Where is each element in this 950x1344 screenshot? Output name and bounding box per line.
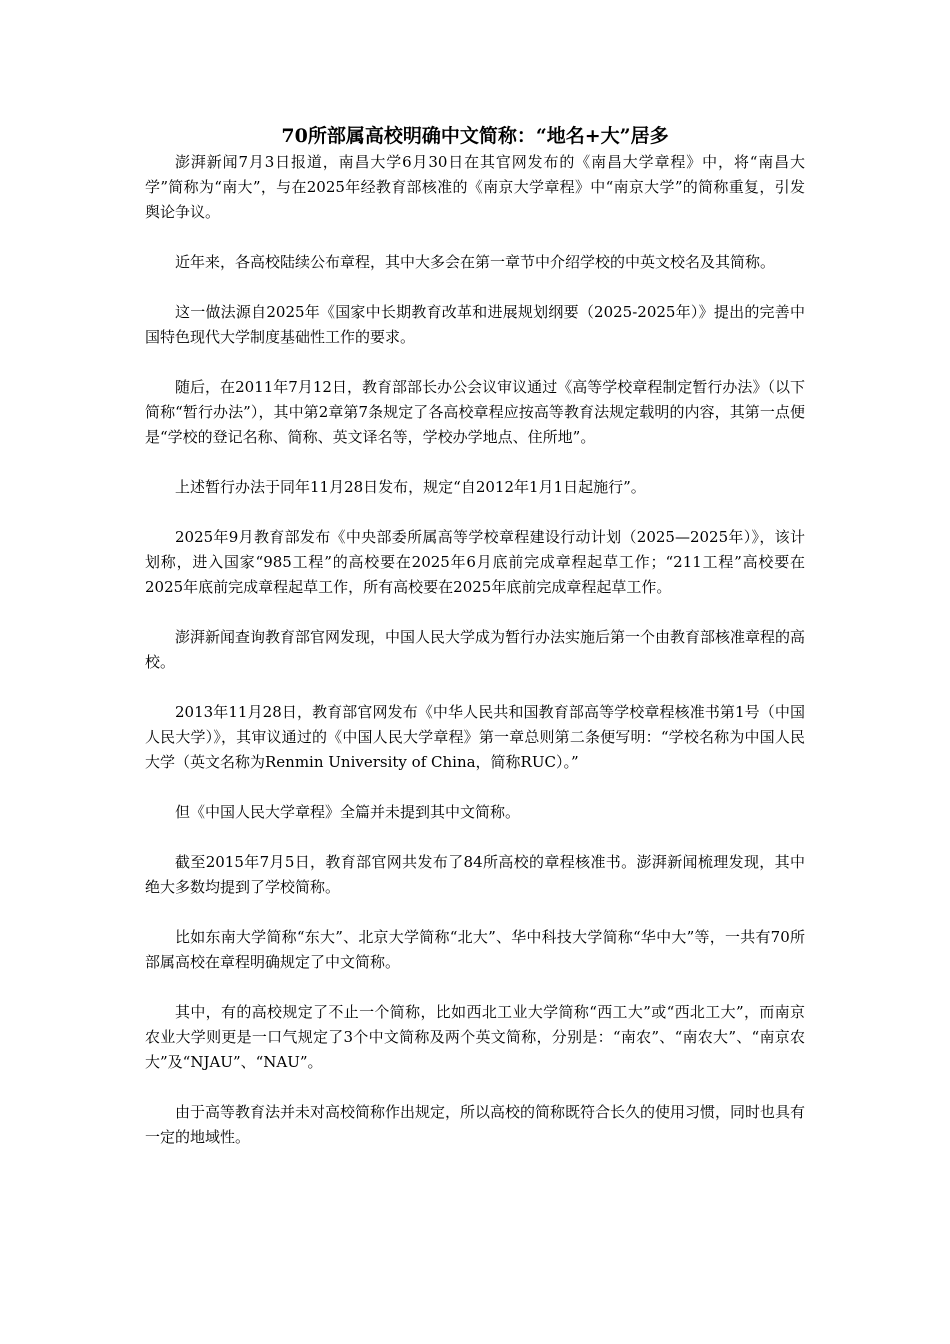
paragraph: 这一做法源自2025年《国家中长期教育改革和进展规划纲要（2025-2025年）》提出的完善中国特色现代大学制度基础性工作的要求。 <box>145 303 805 346</box>
paragraph: 其中，有的高校规定了不止一个简称，比如西北工业大学简称“西工大”或“西北工大”，而南京农业大学则更是一口气规定了3个中文简称及两个英文简称，分别是：“南农”、“南农大”、“南京农大”及“NJAU”、“NAU”。 <box>145 1003 805 1071</box>
paragraph: 随后，在2011年7月12日，教育部部长办公会议审议通过《高等学校章程制定暂行办法》（以下简称“暂行办法”），其中第2章第7条规定了各高校章程应按高等教育法规定载明的内容，其第一点便是“学校的登记名称、简称、英文译名等，学校办学地点、住所地”。 <box>145 378 805 446</box>
paragraph: 截至2015年7月5日，教育部官网共发布了84所高校的章程核准书。澎湃新闻梳理发现，其中绝大多数均提到了学校简称。 <box>145 853 805 896</box>
article-title: 70所部属高校明确中文简称：“地名+大”居多 <box>281 125 669 147</box>
paragraph: 近年来，各高校陆续公布章程，其中大多会在第一章节中介绍学校的中英文校名及其简称。 <box>175 253 776 271</box>
paragraph: 由于高等教育法并未对高校简称作出规定，所以高校的简称既符合长久的使用习惯，同时也具有一定的地域性。 <box>145 1103 806 1146</box>
article-body <box>145 150 805 1175</box>
paragraph: 但《中国人民大学章程》全篇并未提到其中文简称。 <box>175 803 521 821</box>
paragraph: 比如东南大学简称“东大”、北京大学简称“北大”、华中科技大学简称“华中大”等，一共有70所部属高校在章程明确规定了中文简称。 <box>145 928 805 971</box>
paragraph: 澎湃新闻7月3日报道，南昌大学6月30日在其官网发布的《南昌大学章程》中，将“南昌大学”简称为“南大”，与在2025年经教育部核准的《南京大学章程》中“南京大学”的简称重复，引发舆论争议。 <box>145 153 805 221</box>
paragraph: 上述暂行办法于同年11月28日发布，规定“自2012年1月1日起施行”。 <box>175 478 646 496</box>
paragraph: 澎湃新闻查询教育部官网发现，中国人民大学成为暂行办法实施后第一个由教育部核准章程的高校。 <box>145 628 806 671</box>
paragraph: 2013年11月28日，教育部官网发布《中华人民共和国教育部高等学校章程核准书第1号（中国人民大学）》，其审议通过的《中国人民大学章程》第一章总则第二条便写明：“学校名称为中国人民大学（英文名称为Renmin University of China，简称RUC）。” <box>145 703 805 771</box>
paragraph: 2025年9月教育部发布《中央部委所属高等学校章程建设行动计划（2025—2025年）》，该计划称，进入国家“985工程”的高校要在2025年6月底前完成章程起草工作；“211工程”高校要在2025年底前完成章程起草工作，所有高校要在2025年底前完成章程起草工作。 <box>145 528 805 596</box>
